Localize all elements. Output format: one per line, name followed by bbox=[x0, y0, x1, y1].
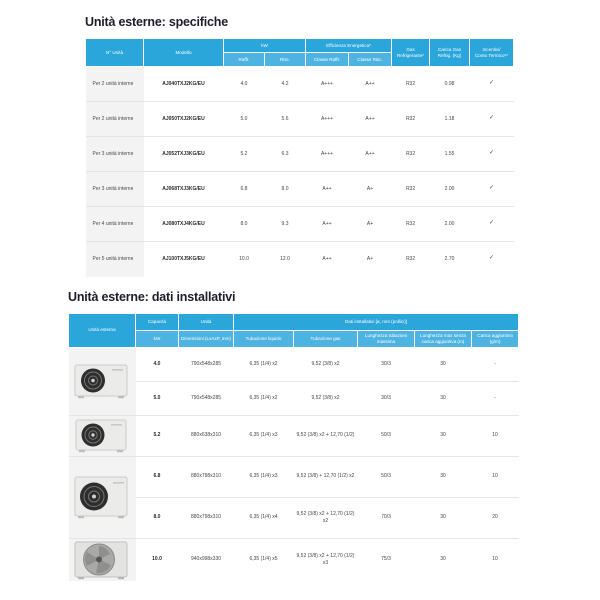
col-header-gas bbox=[392, 39, 430, 67]
tubazione-liquido-cell: 6,35 (1/4) x4 bbox=[234, 497, 294, 538]
unita-cell: Per 2 unità interne bbox=[86, 102, 144, 137]
col-header-unita: Unità bbox=[179, 313, 234, 330]
capacita-cell: 5.2 bbox=[136, 415, 179, 456]
kw-risc-cell: 12.0 bbox=[265, 242, 306, 277]
spec-table-header bbox=[86, 39, 514, 67]
modello-cell: AJ050TXJ2KG/EU bbox=[144, 102, 224, 137]
kw-risc-cell: 4.2 bbox=[281, 80, 289, 87]
outdoor-unit-image-cell bbox=[69, 415, 136, 456]
carica-cell: 2.70 bbox=[430, 242, 470, 277]
install-row bbox=[69, 415, 519, 456]
spec-table bbox=[85, 38, 514, 277]
subcol-dimensioni: Dimensioni (LxAxP, mm) bbox=[179, 330, 234, 347]
subcol-tubazione-gas: Tubazione gas bbox=[294, 330, 358, 347]
install-table-body bbox=[69, 347, 519, 581]
capacita-cell: 6.8 bbox=[136, 456, 179, 497]
lunghezza-max-cell: 30 bbox=[415, 415, 472, 456]
capacita-cell: 5.0 bbox=[136, 381, 179, 415]
spec-header-row-1 bbox=[86, 39, 514, 53]
tubazione-gas-cell: 9,52 (3/8) x2 + 12,70 (1/2) x3 bbox=[294, 538, 358, 581]
kw-raffr-cell: 4.0 bbox=[240, 80, 248, 87]
col-header-incentivi bbox=[470, 39, 514, 67]
install-row bbox=[69, 347, 519, 381]
carica-cell: 1.55 bbox=[430, 137, 470, 172]
unita-cell: Per 3 unità interne bbox=[86, 172, 144, 207]
spec-row bbox=[86, 102, 514, 137]
carica-aggiuntiva-cell: 10 bbox=[472, 456, 519, 497]
outdoor-unit-image-cell bbox=[69, 456, 136, 538]
gas-cell: R32 bbox=[392, 137, 430, 172]
col-header-modello: Modello bbox=[144, 39, 224, 67]
incentivi-check: ✓ bbox=[470, 172, 514, 207]
tubazione-liquido-cell: 6,35 (1/4) x3 bbox=[234, 415, 294, 456]
col-group-kw: kW bbox=[224, 39, 306, 53]
classe-risc-cell: A+ bbox=[349, 172, 392, 207]
lunghezza-cell: 75/3 bbox=[358, 538, 415, 581]
dati-installativi-title: Unità esterne: dati installativi bbox=[68, 289, 236, 304]
incentivi-check: ✓ bbox=[470, 102, 514, 137]
capacita-cell: 10.0 bbox=[136, 538, 179, 581]
tubazione-gas-cell: 9,52 (3/8) x2 + 12,70 (1/2) bbox=[294, 415, 358, 456]
kw-raffr-cell: 10.0 bbox=[224, 242, 265, 277]
carica-cell: 2.00 bbox=[430, 172, 470, 207]
modello-cell: AJ040TXJ2KG/EU bbox=[162, 80, 205, 87]
dimensioni-cell: 940x998x330 bbox=[179, 538, 234, 581]
modello-cell: AJ052TXJ3KG/EU bbox=[144, 137, 224, 172]
outdoor-unit-image-tall bbox=[71, 474, 134, 520]
unita-cell: Per 2 unità interne bbox=[86, 67, 144, 102]
col-header-unita-esterna: Unità esterna bbox=[69, 313, 136, 347]
carica-label-line1: Carica Gas bbox=[438, 46, 462, 52]
classe-risc-cell: A++ bbox=[365, 80, 375, 87]
install-row bbox=[69, 497, 519, 538]
tubazione-liquido-cell: 6,35 (1/4) x2 bbox=[249, 360, 278, 367]
classe-raffr-cell: A++ bbox=[306, 172, 349, 207]
spec-row bbox=[86, 172, 514, 207]
gas-cell: R32 bbox=[392, 242, 430, 277]
gas-cell: R32 bbox=[392, 207, 430, 242]
install-table bbox=[68, 313, 519, 581]
modello-cell: AJ080TXJ4KG/EU bbox=[144, 207, 224, 242]
carica-cell: 1.18 bbox=[430, 102, 470, 137]
outdoor-unit-image-medium bbox=[71, 418, 134, 454]
spec-row bbox=[86, 207, 514, 242]
tubazione-gas-cell: 9,52 (3/8) x2 + 12,70 (1/2) x2 bbox=[294, 497, 358, 538]
subcol-kw: kW bbox=[136, 330, 179, 347]
install-header-row-1 bbox=[69, 313, 519, 330]
kw-raffr-cell: 5.0 bbox=[224, 102, 265, 137]
dimensioni-cell: 790x548x285 bbox=[179, 381, 234, 415]
spec-table-body bbox=[86, 67, 514, 277]
classe-raffr-cell: A++ bbox=[306, 207, 349, 242]
classe-raffr-cell: A+++ bbox=[320, 80, 334, 87]
kw-raffr-cell: 5.2 bbox=[224, 137, 265, 172]
specifiche-title: Unità esterne: specifiche bbox=[85, 15, 228, 29]
subcol-classe-raffr: Classe Raffr. bbox=[306, 53, 349, 67]
spec-row bbox=[86, 242, 514, 277]
lunghezza-cell: 50/3 bbox=[358, 415, 415, 456]
carica-cell: 0.98 bbox=[444, 80, 455, 87]
incentivi-check: ✓ bbox=[489, 80, 495, 87]
classe-risc-cell: A++ bbox=[349, 102, 392, 137]
kw-risc-cell: 8.0 bbox=[265, 172, 306, 207]
section-dati-installativi bbox=[68, 290, 518, 581]
classe-risc-cell: A+ bbox=[349, 242, 392, 277]
classe-raffr-cell: A+++ bbox=[306, 102, 349, 137]
subcol-lunghezza-massima: Lunghezza tubazioni massima bbox=[358, 330, 415, 347]
dimensioni-cell: 790x548x285 bbox=[190, 360, 222, 367]
subcol-classe-risc: Classe Risc. bbox=[349, 53, 392, 67]
incentivi-check: ✓ bbox=[470, 242, 514, 277]
carica-aggiuntiva-cell: - bbox=[494, 360, 496, 367]
carica-cell: 2.00 bbox=[430, 207, 470, 242]
outdoor-unit-image-cell bbox=[69, 347, 136, 415]
lunghezza-max-cell: 30 bbox=[415, 538, 472, 581]
gas-cell: R32 bbox=[405, 80, 416, 87]
incentivi-label-line1: Incentivi/ bbox=[482, 46, 501, 52]
kw-raffr-cell: 8.0 bbox=[224, 207, 265, 242]
lunghezza-cell: 50/3 bbox=[358, 456, 415, 497]
dimensioni-cell: 880x798x310 bbox=[179, 456, 234, 497]
classe-risc-cell: A++ bbox=[349, 137, 392, 172]
lunghezza-cell: 30/3 bbox=[358, 381, 415, 415]
unita-cell: Per 4 unità interne bbox=[86, 207, 144, 242]
incentivi-label-line2: Conto Termico** bbox=[474, 52, 509, 58]
subcol-risc: Risc. bbox=[265, 53, 306, 67]
classe-raffr-cell: A++ bbox=[306, 242, 349, 277]
install-row bbox=[69, 381, 519, 415]
tubazione-gas-cell: 9,52 (3/8) + 12,70 (1/2) x2 bbox=[294, 456, 358, 497]
capacita-cell: 8.0 bbox=[136, 497, 179, 538]
gas-label-line2: Refrigerante* bbox=[396, 52, 425, 58]
carica-aggiuntiva-cell: 10 bbox=[472, 415, 519, 456]
kw-raffr-cell: 6.8 bbox=[224, 172, 265, 207]
install-row bbox=[69, 538, 519, 581]
col-header-carica-gas bbox=[430, 39, 470, 67]
col-group-dati-installativi: Dati installativi [ø, mm (pollici)] bbox=[234, 313, 519, 330]
unita-cell: Per 3 unità interne bbox=[86, 137, 144, 172]
outdoor-unit-image-small bbox=[71, 362, 134, 400]
lunghezza-max-cell: 30 bbox=[415, 381, 472, 415]
tubazione-gas-cell: 9,52 (3/8) x2 bbox=[294, 381, 358, 415]
capacita-cell: 4.0 bbox=[153, 360, 161, 367]
install-header-row-2 bbox=[69, 330, 519, 347]
lunghezza-cell: 30/3 bbox=[381, 360, 391, 367]
kw-risc-cell: 6.3 bbox=[265, 137, 306, 172]
subcol-lunghezza-max-senza-carica: Lunghezza max senza carica aggiuntiva (m) bbox=[415, 330, 472, 347]
gas-cell: R32 bbox=[392, 102, 430, 137]
incentivi-check: ✓ bbox=[470, 207, 514, 242]
incentivi-check: ✓ bbox=[470, 137, 514, 172]
subcol-tubazione-liquido: Tubazione liquido bbox=[234, 330, 294, 347]
dimensioni-cell: 880x798x310 bbox=[179, 497, 234, 538]
unita-cell: Per 5 unità interne bbox=[86, 242, 144, 277]
col-header-capacita: Capacità bbox=[136, 313, 179, 330]
lunghezza-max-cell: 30 bbox=[415, 456, 472, 497]
subcol-raffr: Raffr. bbox=[224, 53, 265, 67]
subcol-carica-aggiuntiva: Carica aggiuntiva (g/m) bbox=[472, 330, 519, 347]
tubazione-liquido-cell: 6,35 (1/4) x3 bbox=[234, 456, 294, 497]
carica-label-line2: Refrig. (Kg) bbox=[437, 52, 462, 58]
carica-aggiuntiva-cell: - bbox=[472, 381, 519, 415]
modello-cell: AJ100TXJ5KG/EU bbox=[144, 242, 224, 277]
kw-risc-cell: 9.3 bbox=[265, 207, 306, 242]
gas-cell: R32 bbox=[392, 172, 430, 207]
classe-risc-cell: A+ bbox=[349, 207, 392, 242]
spec-row bbox=[86, 67, 514, 102]
outdoor-unit-image-cell bbox=[69, 538, 136, 581]
classe-raffr-cell: A+++ bbox=[306, 137, 349, 172]
lunghezza-cell: 70/3 bbox=[358, 497, 415, 538]
lunghezza-max-cell: 30 bbox=[415, 497, 472, 538]
carica-aggiuntiva-cell: 10 bbox=[472, 538, 519, 581]
modello-cell: AJ068TXJ3KG/EU bbox=[144, 172, 224, 207]
kw-risc-cell: 5.6 bbox=[265, 102, 306, 137]
gas-label-line1: Gas bbox=[406, 46, 415, 52]
tubazione-liquido-cell: 6,35 (1/4) x5 bbox=[234, 538, 294, 581]
dimensioni-cell: 880x638x310 bbox=[179, 415, 234, 456]
spec-row bbox=[86, 137, 514, 172]
carica-aggiuntiva-cell: 20 bbox=[472, 497, 519, 538]
install-table-header bbox=[69, 313, 519, 347]
tubazione-gas-cell: 9,52 (3/8) x2 bbox=[311, 360, 340, 367]
outdoor-unit-image-large bbox=[71, 540, 134, 580]
tubazione-liquido-cell: 6,35 (1/4) x2 bbox=[234, 381, 294, 415]
col-group-efficienza: Efficienza Energetica* bbox=[306, 39, 392, 53]
col-header-n-unita: N° Unità bbox=[86, 39, 144, 67]
install-row bbox=[69, 456, 519, 497]
lunghezza-max-cell: 30 bbox=[440, 360, 446, 367]
section-specifiche bbox=[85, 15, 513, 277]
